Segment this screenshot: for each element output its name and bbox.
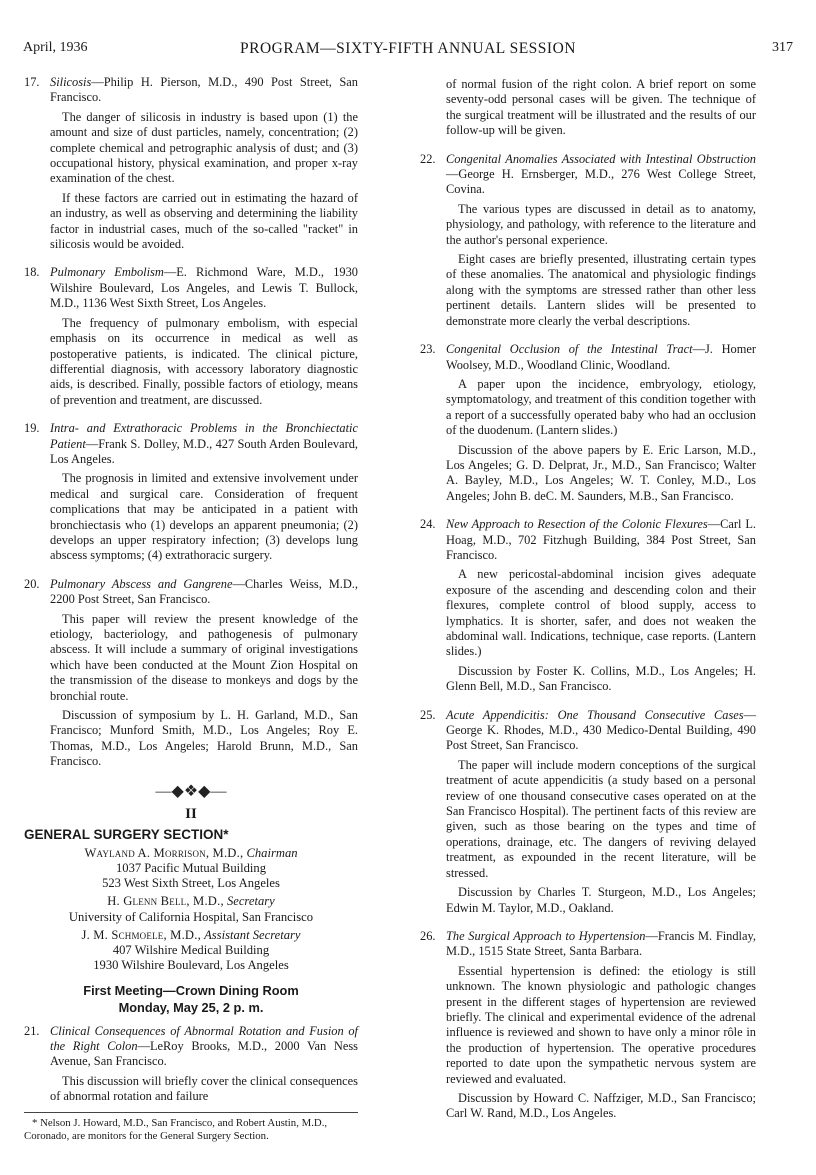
entry-paragraph: Discussion by Foster K. Collins, M.D., Los Angeles; H. Glenn Bell, M.D., San Francisco. — [446, 663, 756, 694]
entry-paragraph: The prognosis in limited and extensive involvement under medical and surgical care. Consideration of frequent complications that may be anticipated in a patient with bronchiectasis who (1) develops an apparent pneumonia; (2) develops an upper respiratory infection; (3) develops lung abscess symptoms; (4) extrathoracic surgery. — [50, 471, 358, 563]
program-entry-25 — [420, 708, 756, 916]
entry-paragraph: Discussion by Howard C. Naffziger, M.D., San Francisco; Carl W. Rand, M.D., Los Angeles. — [446, 1090, 756, 1121]
entry-number: 19. — [24, 421, 40, 436]
entry-number: 22. — [420, 151, 436, 166]
entry-paragraph: Eight cases are briefly presented, illustrating certain types of these anomalies. The anatomical and physiologic findings along with the symptoms are stressed rather than other less pertinent details. Lantern slides will be presented to demonstrate more clearly the verbal descriptions. — [446, 252, 756, 328]
assistant-secretary-address-1: 407 Wilshire Medical Building — [112, 943, 270, 958]
entry-number: 17. — [24, 75, 40, 89]
entry-paragraph: If these factors are carried out in estimating the hazard of an industry, as well as observing and determining the liability factor in industrial cases, much of the so-called "racket" in silicosis would be avoided. — [50, 190, 358, 252]
entry-heading — [50, 577, 358, 608]
entry-heading — [446, 152, 756, 198]
right-entries — [420, 152, 756, 1122]
entry-number: 24. — [420, 517, 436, 532]
assistant-secretary-block — [24, 928, 358, 974]
entry-title: Acute Appendicitis: One Thousand Consecutive Cases — [446, 707, 744, 722]
entry-paragraph: Discussion of the above papers by E. Eric Larson, M.D., Los Angeles; G. D. Delprat, Jr., M.D., San Francisco; Walter A. Bayley, M.D., Los Angeles; W. T. Conley, M.D., Los Angeles; John B. deC. M. Saunders, M.B., San Francisco. — [446, 442, 756, 503]
assistant-secretary-name: J. M. Schmoele, M.D., — [81, 927, 201, 942]
chairman-address-2: 523 West Sixth Street, Los Angeles — [102, 876, 280, 891]
program-entry-22 — [420, 152, 756, 329]
entry-heading — [50, 1024, 358, 1070]
section-numeral: II — [185, 806, 197, 823]
left-column — [24, 75, 358, 1118]
entry-heading — [50, 75, 358, 106]
entry-paragraph: The frequency of pulmonary embolism, with especial emphasis on its occurrence in medical as well as postoperative patients, is indicated. The clinical picture, differential diagnosis, with accessory laboratory diagnostic aids, is described. Finally, possible factors of etiology, means of prevention and treatment, are discussed. — [50, 315, 358, 407]
program-entry-23 — [420, 342, 756, 504]
entry-number: 18. — [24, 265, 40, 280]
entry-title: Pulmonary Abscess and Gangrene — [50, 576, 233, 591]
entry-title: Pulmonary Embolism — [50, 265, 164, 280]
entry-title: Congenital Occlusion of the Intestinal Tract — [446, 342, 693, 357]
meeting-time: Monday, May 25, 2 p. m. — [118, 999, 264, 1015]
secretary-address-1: University of California Hospital, San Francisco — [68, 909, 314, 924]
secretary-role: Secretary — [226, 894, 275, 909]
secretary-block — [24, 894, 358, 924]
entry-heading — [446, 342, 756, 373]
entry-author: —George K. Rhodes, M.D., 430 Medico-Dental Building, 490 Post Street, San Francisco. — [446, 707, 756, 753]
secretary-name: H. Glenn Bell, M.D., — [107, 894, 224, 909]
entry-paragraph: The paper will include modern conceptions of the surgical treatment of acute appendicitis (a study based on a personal review of one thousand consecutive cases operated on at the San Francisco Hospital). The pertinent facts of this review are given, such as those bearing on the types and time of operations, drainage, etc. The dangers of reviving delayed treatment, as expounded in the recent literature, will be stressed. — [446, 757, 756, 880]
entry-number: 21. — [24, 1023, 40, 1038]
entry-number: 23. — [420, 342, 436, 357]
right-column — [420, 77, 756, 1135]
entry-author: —LeRoy Brooks, M.D., 2000 Van Ness Avenue, San Francisco. — [50, 1038, 358, 1069]
entry-heading — [50, 265, 358, 311]
entry-heading — [446, 517, 756, 563]
entry-paragraph: Discussion of symposium by L. H. Garland, M.D., San Francisco; Munford Smith, M.D., Los Angeles; Roy E. Thomas, M.D., Los Angeles; Harold Brunn, M.D., San Francisco. — [50, 708, 358, 769]
ornament-divider: —◆❖◆— — [155, 782, 227, 800]
meeting-title: First Meeting—Crown Dining Room — [83, 982, 299, 998]
entry-paragraph: The danger of silicosis in industry is based upon (1) the amount and size of dust particles, namely, concentration; (2) complete chemical and petrographic analysis of dust; and (3) occupational history, physical examination, and proper x-ray examination of the chest. — [50, 109, 358, 186]
entry-title: New Approach to Resection of the Colonic Flexures — [446, 517, 708, 532]
entry-title: Intra- and Extrathoracic Problems in the Bronchiectatic Patient — [50, 421, 358, 451]
entry-number: 26. — [420, 928, 436, 943]
entry-heading — [446, 708, 756, 754]
entry-title: The Surgical Approach to Hypertension — [446, 928, 646, 943]
entry-author: —E. Richmond Ware, M.D., 1930 Wilshire Boulevard, Los Angeles, and Lewis T. Bullock, M.D., 1136 West Sixth Street, Los Angeles. — [50, 265, 358, 311]
entry-paragraph: Essential hypertension is defined: the etiology is still unknown. The known physiologic and pathologic changes present in the different stages of hypertension are reviewed briefly. The clinical and experimental evidence of the adrenal influence is reviewed and shown to have only a minor rôle in the production of hypertension. The operative procedures reported to date upon the sympathetic nervous system are reviewed and evaluated. — [446, 963, 756, 1086]
program-entry-17 — [24, 75, 358, 252]
running-title: PROGRAM—SIXTY-FIFTH ANNUAL SESSION — [240, 40, 576, 57]
footnote-text: * Nelson J. Howard, M.D., San Francisco, and Robert Austin, M.D., Coronado, are monitors for the General Surgery Section. — [24, 1117, 328, 1142]
entry-title: Silicosis — [50, 75, 92, 89]
program-entry-20 — [24, 577, 358, 770]
entry-21-continuation: of normal fusion of the right colon. A brief report on some seventy-odd personal cases will be given. The technique of the surgical treatment will be illustrated and the results of our follow-up will be given. — [446, 77, 756, 138]
issue-date: April, 1936 — [23, 40, 88, 55]
program-entry-26 — [420, 929, 756, 1122]
section-title: GENERAL SURGERY SECTION* — [24, 827, 229, 843]
entry-number: 20. — [24, 576, 40, 591]
entry-heading — [446, 929, 756, 960]
entry-author: —Carl L. Hoag, M.D., 702 Fitzhugh Building, 384 Post Street, San Francisco. — [446, 517, 756, 562]
page-header — [23, 40, 793, 60]
program-entry-21 — [24, 1024, 358, 1105]
program-entry-18 — [24, 265, 358, 408]
entry-author: —Philip H. Pierson, M.D., 490 Post Street, San Francisco. — [50, 75, 358, 105]
entry-author: —George H. Ernsberger, M.D., 276 West College Street, Covina. — [446, 167, 756, 197]
entry-paragraph: This discussion will briefly cover the clinical consequences of abnormal rotation and failure — [50, 1073, 358, 1104]
assistant-secretary-address-2: 1930 Wilshire Boulevard, Los Angeles — [93, 958, 289, 973]
program-entry-24 — [420, 517, 756, 694]
entry-title: Congenital Anomalies Associated with Intestinal Obstruction — [446, 151, 756, 166]
entry-heading — [50, 421, 358, 467]
program-entry-19 — [24, 421, 358, 564]
chairman-address-1: 1037 Pacific Mutual Building — [115, 861, 267, 876]
entry-paragraph: This paper will review the present knowledge of the etiology, bacteriology, and pathogenesis of pulmonary abscess. It will include a summary of original investigations which have been conducted at the Mount Zion Hospital on the transmission of the disease to monkeys and dogs by the bronchial route. — [50, 611, 358, 703]
entry-paragraph: A new pericostal-abdominal incision gives adequate exposure of the ascending and descending colon and their flexures, complete control of blood supply, access to lymphatics. It is shorter, safer, and does not weaken the abdominal wall. Indications, technique, case reports. (Lantern slides.) — [446, 567, 756, 659]
entry-paragraph: The various types are discussed in detail as to anatomy, physiology, and pathology, with reference to the literature and the author's personal experience. — [446, 201, 756, 247]
entry-paragraph: Discussion by Charles T. Sturgeon, M.D., Los Angeles; Edwin M. Taylor, M.D., Oakland. — [446, 885, 756, 915]
entry-author: —Francis M. Findlay, M.D., 1515 State Street, Santa Barbara. — [446, 928, 756, 959]
page-number: 317 — [772, 40, 793, 55]
chairman-name: Wayland A. Morrison, M.D., — [84, 845, 244, 860]
left-entries — [24, 75, 358, 770]
assistant-secretary-role: Assistant Secretary — [204, 927, 301, 942]
entry-author: —Frank S. Dolley, M.D., 427 South Arden Boulevard, Los Angeles. — [50, 436, 358, 466]
chairman-block — [24, 846, 358, 892]
entry-author: —J. Homer Woolsey, M.D., Woodland Clinic, Woodland. — [446, 342, 756, 372]
entry-paragraph: A paper upon the incidence, embryology, etiology, symptomatology, and treatment of this condition together with a report of a successfully operated baby who had an occlusion of the duodenum. (Lantern slides.) — [446, 376, 756, 438]
entry-number: 25. — [420, 707, 436, 722]
meeting-block — [24, 982, 358, 1016]
footnote — [24, 1112, 358, 1142]
entry-author: —Charles Weiss, M.D., 2200 Post Street, San Francisco. — [50, 576, 358, 607]
entry-title: Clinical Consequences of Abnormal Rotation and Fusion of the Right Colon — [50, 1023, 358, 1053]
chairman-role: Chairman — [246, 845, 298, 860]
